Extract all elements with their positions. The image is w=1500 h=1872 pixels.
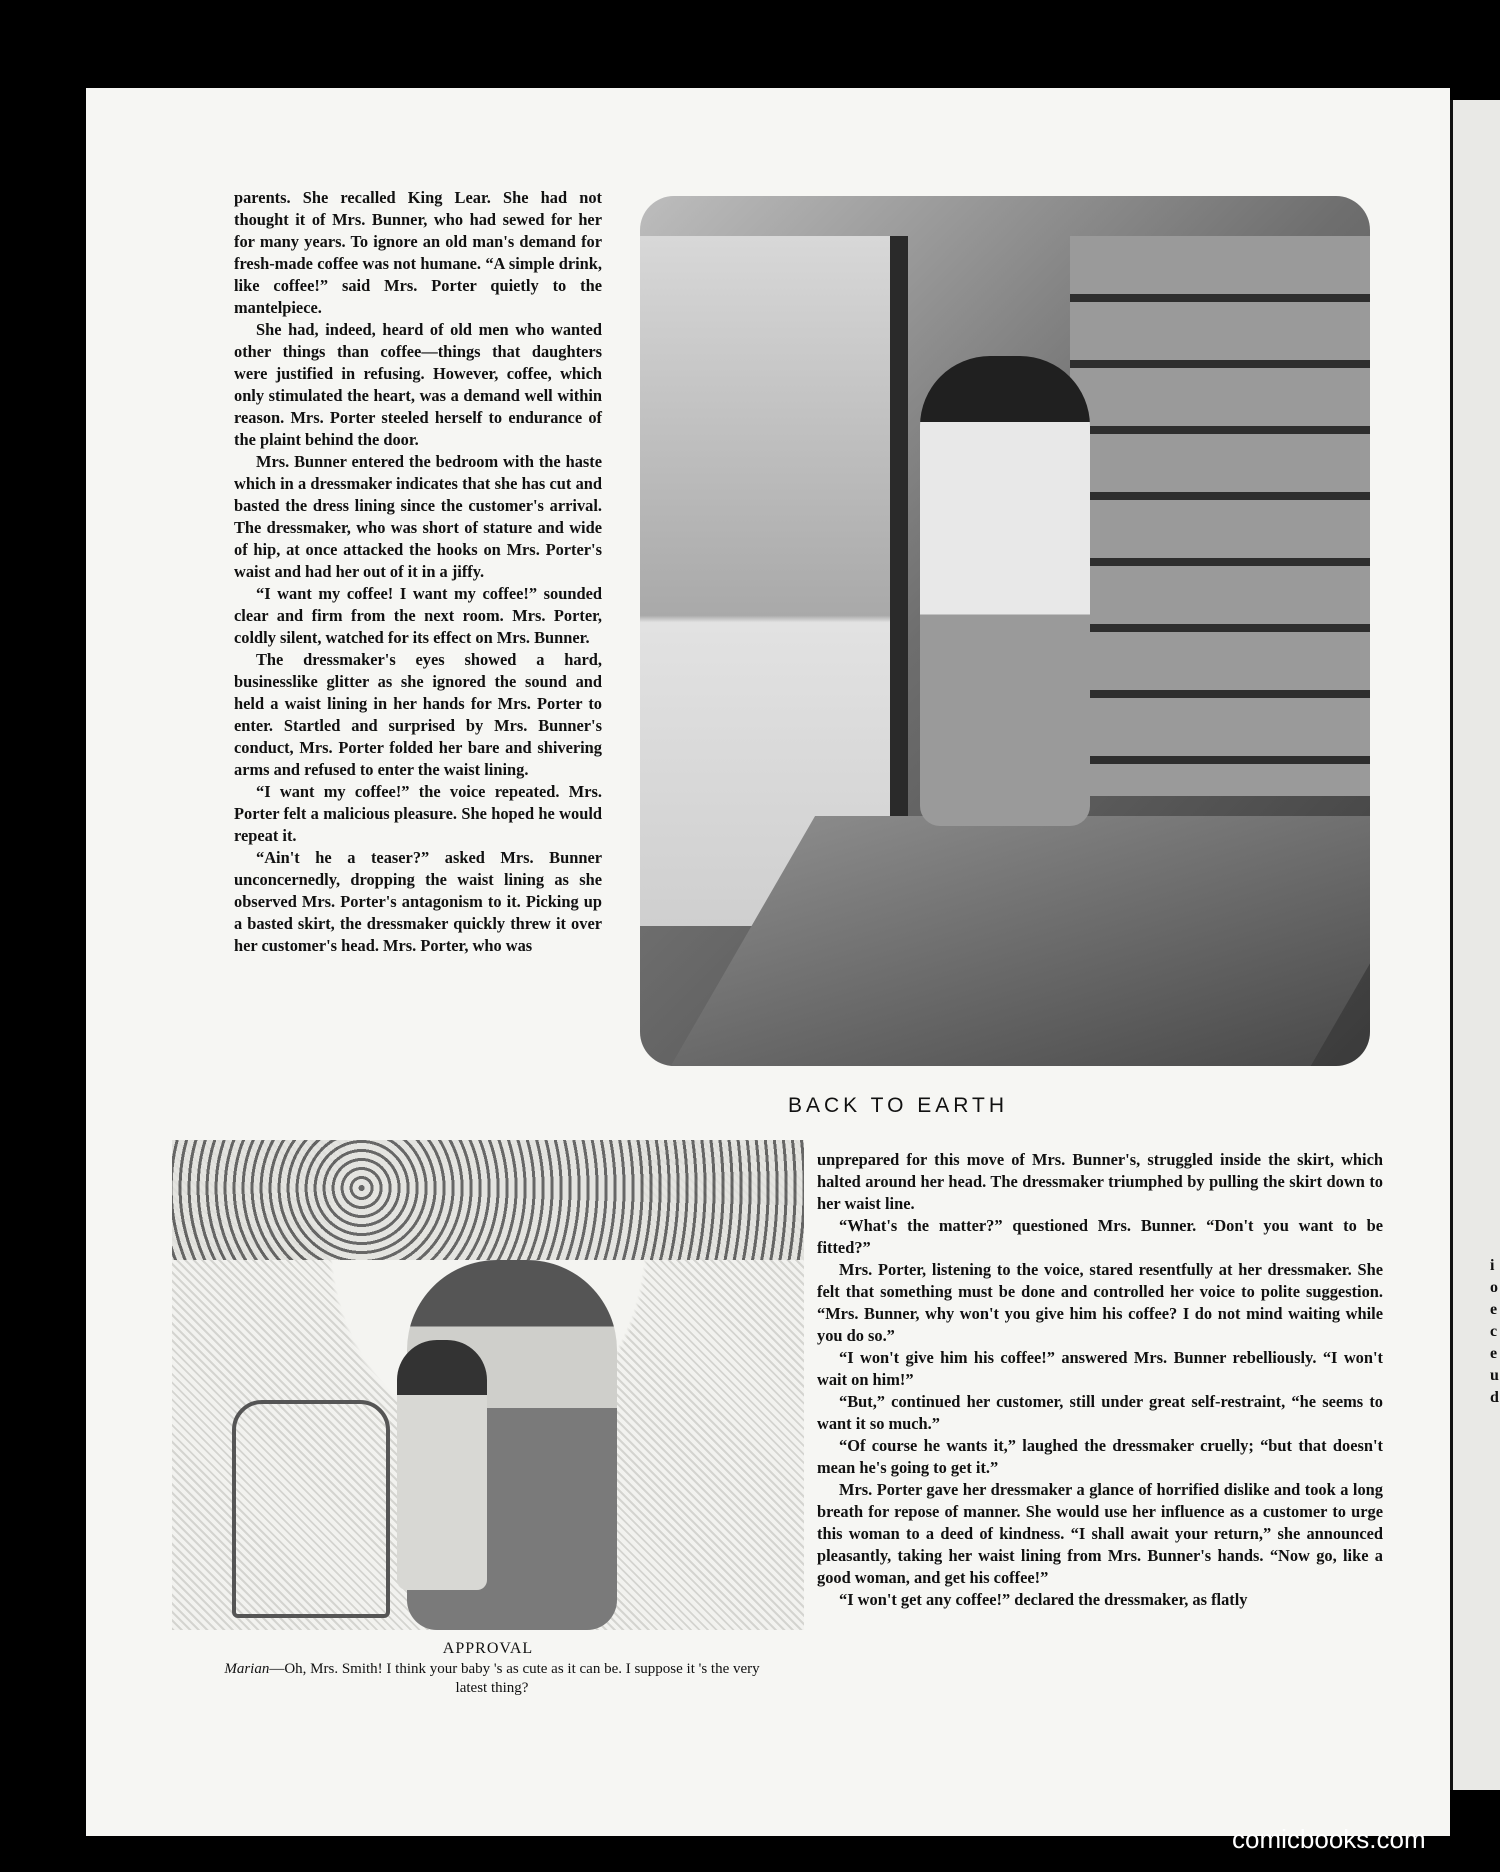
right-text-column	[817, 1149, 1383, 1611]
watermark: comicbooks.com	[1232, 1824, 1426, 1854]
cartoon-speaker: Marian	[224, 1661, 270, 1677]
paragraph: “Of course he wants it,” laughed the dressmaker cruelly; “but that doesn't mean he's going to get it.”	[817, 1436, 1383, 1477]
cartoon-title: APPROVAL	[442, 1640, 534, 1657]
paragraph: unprepared for this move of Mrs. Bunner's, struggled inside the skirt, which halted around her head. The dressmaker triumphed by pulling the skirt down to her waist line.	[817, 1150, 1383, 1213]
paragraph: parents. She recalled King Lear. She had not thought it of Mrs. Bunner, who had sewed for her for many years. To ignore an old man's demand for fresh-made coffee was not humane. “A simple drink, like coffee!” said Mrs. Porter quietly to the mantelpiece.	[234, 188, 602, 317]
paragraph: The dressmaker's eyes showed a hard, businesslike glitter as she ignored the sound and held a waist lining in her hands for Mrs. Porter to enter. Startled and surprised by Mrs. Bunner's conduct, Mrs. Porter folded her bare and shivering arms and refused to enter the waist lining.	[234, 650, 602, 779]
paragraph: Mrs. Porter gave her dressmaker a glance of horrified dislike and took a long breath for repose of manner. She would use her influence as a customer to urge this woman to a deed of kindness. “I shall await your return,” she announced pleasantly, taking her waist lining from Mrs. Bunner's hands. “Now go, like a good woman, and get his coffee!”	[817, 1480, 1383, 1587]
paragraph: Mrs. Porter, listening to the voice, stared resentfully at her dressmaker. She felt that something must be done and controlled her voice to polite suggestion. “Mrs. Bunner, why won't you give him his coffee? I do not mind waiting while you do so.”	[817, 1260, 1383, 1345]
garden-illustration	[172, 1140, 804, 1630]
shelves-illustration-part	[1070, 236, 1370, 796]
cartoon-caption-text: —Oh, Mrs. Smith! I think your baby 's as cute as it can be. I suppose it 's the very latest thing?	[269, 1661, 760, 1696]
paragraph: “I want my coffee!” the voice repeated. Mrs. Porter felt a malicious pleasure. She hoped he would repeat it.	[234, 782, 602, 845]
left-text-column	[234, 187, 602, 957]
paragraph: “I won't give him his coffee!” answered Mrs. Bunner rebelliously. “I won't wait on him!”	[817, 1348, 1383, 1389]
next-page-edge-letters: i o e c e u d	[1490, 1257, 1499, 1406]
paragraph: “I won't get any coffee!” declared the dressmaker, as flatly	[839, 1590, 1248, 1609]
paragraph: She had, indeed, heard of old men who wanted other things than coffee—things that daughters were justified in refusing. However, coffee, which only stimulated the heart, was a demand well within reason. Mrs. Porter steeled herself to endurance of the plaint behind the door.	[234, 320, 602, 449]
man-figure-illustration-part	[920, 356, 1090, 826]
paragraph: “But,” continued her customer, still under great self-restraint, “he seems to want it so much.”	[817, 1392, 1383, 1433]
laboratory-illustration	[640, 196, 1370, 1066]
illustration-caption: BACK TO EARTH	[788, 1094, 1009, 1117]
next-page-edge	[1450, 100, 1500, 1790]
girl-figure-illustration-part	[397, 1340, 487, 1590]
paragraph: “I want my coffee! I want my coffee!” sounded clear and firm from the next room. Mrs. Porter, coldly silent, watched for its effect on Mrs. Bunner.	[234, 584, 602, 647]
foliage-illustration-part	[172, 1140, 804, 1260]
paragraph: “Ain't he a teaser?” asked Mrs. Bunner unconcernedly, dropping the waist lining as she observed Mrs. Porter's antagonism to it. Picking up a basted skirt, the dressmaker quickly threw it over her customer's head. Mrs. Porter, who was	[234, 848, 602, 955]
cartoon-caption	[212, 1660, 772, 1698]
chair-illustration-part	[232, 1400, 390, 1618]
paragraph: Mrs. Bunner entered the bedroom with the haste which in a dressmaker indicates that she has cut and basted the dress lining since the customer's arrival. The dressmaker, who was short of stature and wide of hip, at once attacked the hooks on Mrs. Porter's waist and had her out of it in a jiffy.	[234, 452, 602, 581]
paragraph: “What's the matter?” questioned Mrs. Bunner. “Don't you want to be fitted?”	[817, 1216, 1383, 1257]
